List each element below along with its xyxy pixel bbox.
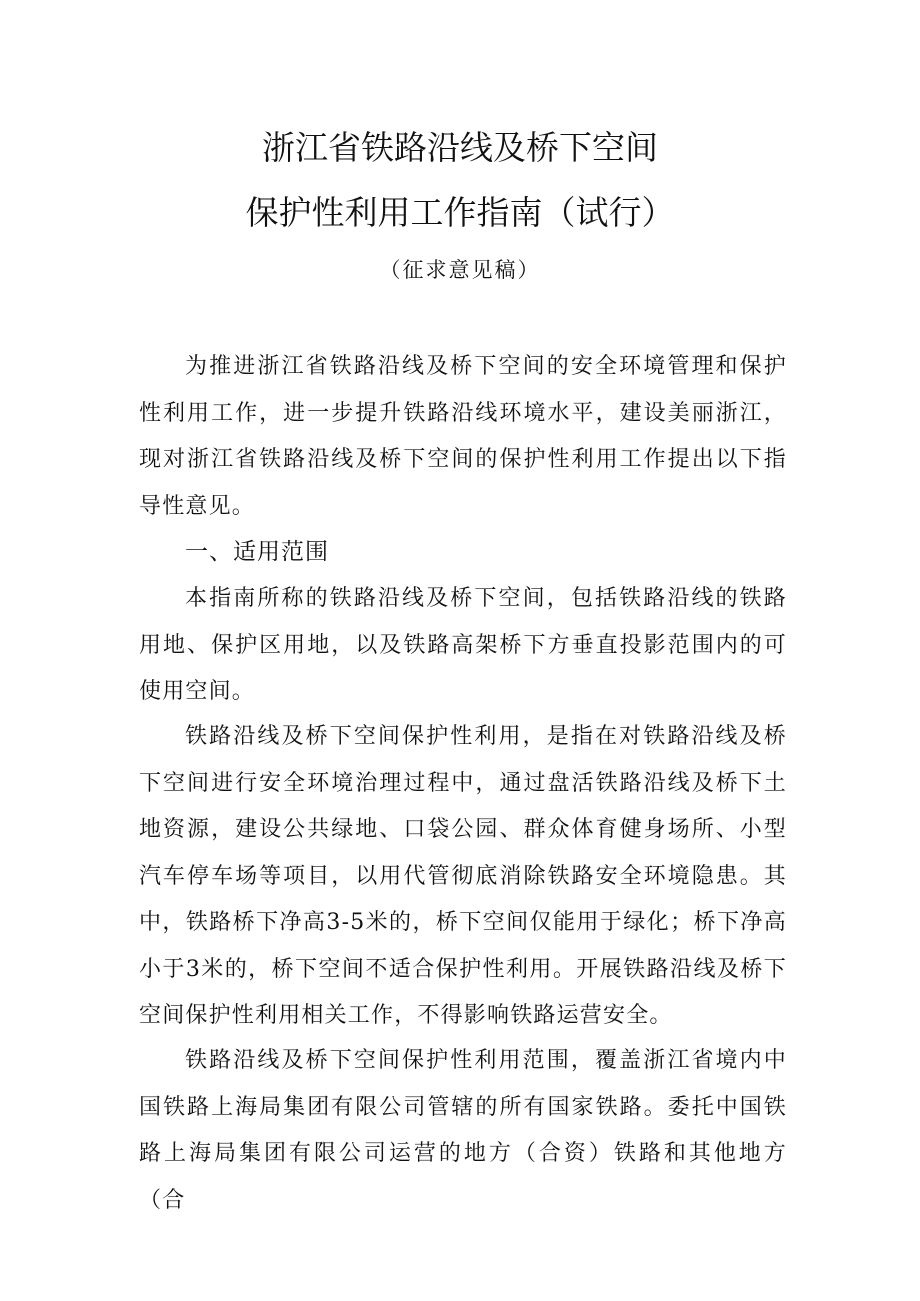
scope-paragraph-block xyxy=(139,576,787,716)
definition-paragraph-block xyxy=(139,714,787,1040)
definition-paragraph: 铁路沿线及桥下空间保护性利用，是指在对铁路沿线及桥下空间进行安全环境治理过程中，通过盘活铁路沿线及桥下土地资源，建设公共绿地、口袋公园、群众体育健身场所、小型汽车停车场等项目，以用代管彻底消除铁路安全环境隐患。其中，铁路桥下净高3-5米的，桥下空间仅能用于绿化；桥下净高小于3米的，桥下空间不适合保护性利用。开展铁路沿线及桥下空间保护性利用相关工作，不得影响铁路运营安全。 xyxy=(139,724,787,1028)
section-heading: 一、适用范围 xyxy=(185,539,329,565)
intro-paragraph-block xyxy=(139,344,787,530)
document-title-line1: 浙江省铁路沿线及桥下空间 xyxy=(262,128,658,167)
coverage-paragraph-block xyxy=(139,1038,787,1224)
document-subtitle: （征求意见稿） xyxy=(379,258,541,282)
coverage-paragraph: 铁路沿线及桥下空间保护性利用范围，覆盖浙江省境内中国铁路上海局集团有限公司管辖的所有国家铁路。委托中国铁路上海局集团有限公司运营的地方（合资）铁路和其他地方（合 xyxy=(139,1048,787,1213)
scope-paragraph: 本指南所称的铁路沿线及桥下空间，包括铁路沿线的铁路用地、保护区用地，以及铁路高架桥下方垂直投影范围内的可使用空间。 xyxy=(139,586,787,704)
document-title-line2: 保护性利用工作指南（试行） xyxy=(245,193,675,232)
intro-paragraph: 为推进浙江省铁路沿线及桥下空间的安全环境管理和保护性利用工作，进一步提升铁路沿线环境水平，建设美丽浙江，现对浙江省铁路沿线及桥下空间的保护性利用工作提出以下指导性意见。 xyxy=(139,354,787,519)
